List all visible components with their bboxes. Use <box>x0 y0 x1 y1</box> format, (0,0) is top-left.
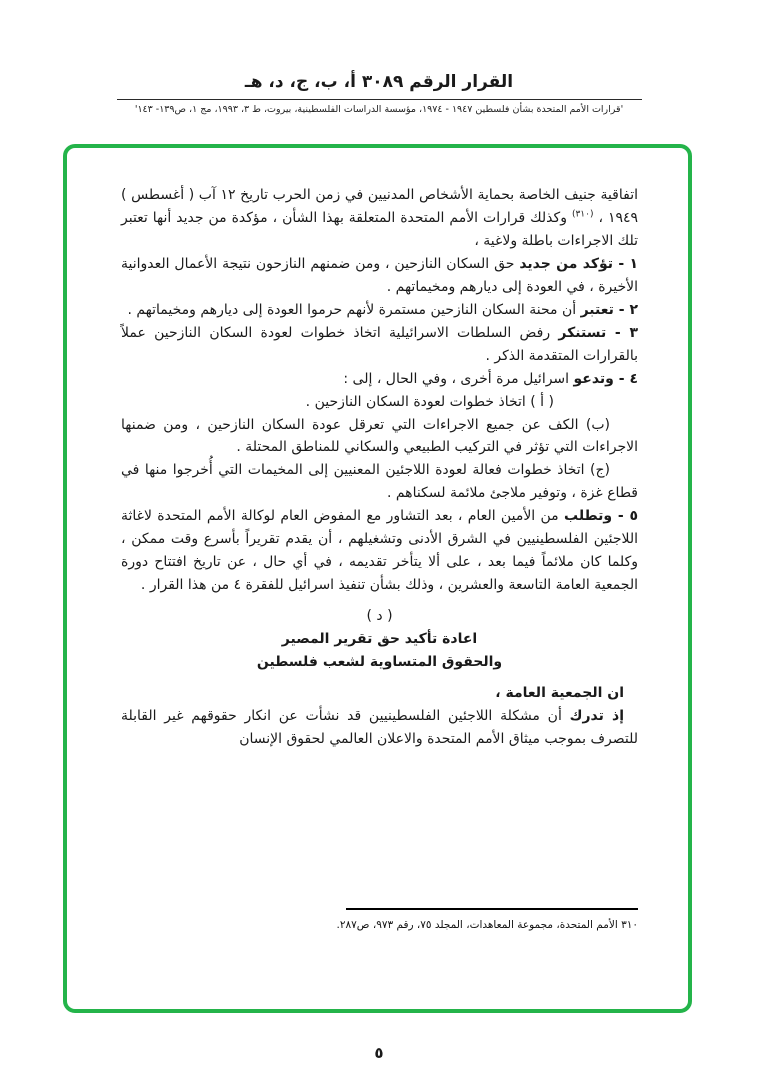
page-header <box>0 72 758 115</box>
section-d-title-line1: اعادة تأكيد حق تقرير المصير <box>281 631 478 648</box>
document-body <box>67 148 688 1009</box>
source-citation: 'قرارات الأمم المتحدة بشأن فلسطين ١٩٤٧ - ١٩٧٤، مؤسسة الدراسات الفلسطينية، بيروت، ط ٣، ١٩٩٣، مج ١، ص١٣٩- ١٤٣' <box>134 104 624 115</box>
footnote-area <box>121 908 638 931</box>
clause-4: ٤ - وتدعو اسرائيل مرة أخرى ، وفي الحال ، إلى : <box>343 370 638 387</box>
document-title: القرار الرقم ٣٠٨٩ أ، ب، ج، د، هـ <box>244 72 514 92</box>
section-d-letter: ( د ) <box>366 608 393 625</box>
clause-4-b: (ب) الكف عن جميع الاجراءات التي تعرقل عودة السكان النازحين ، ومن ضمنها الاجراءات التي تؤثر في التركيب الطبيعي والسكاني للمناطق المحتلة . <box>121 416 638 456</box>
assembly-line: ان الجمعية العامة ، <box>495 685 624 702</box>
intro-paragraph: اتفاقية جنيف الخاصة بحماية الأشخاص المدنيين في زمن الحرب تاريخ ١٢ آب ( أغسطس ) ١٩٤٩ ، $^{(٣١٠)}$ وكذلك قرارات الأمم المتحدة المتعلقة بهذا الشأن ، مؤكدة من جديد أنها تعتبر تلك الاجراءات باطلة ولاغية ، <box>121 187 639 249</box>
document-green-border <box>63 144 692 1013</box>
clause-5: ٥ - وتطلب من الأمين العام ، بعد التشاور مع المفوض العام لوكالة الأمم المتحدة لاغاثة اللاجئين الفلسطينيين في الشرق الأدنى وتشغيلهم ، أن يقدم تقريراً بأسرع وقت ممكن ، وكلما كان ملائماً فيما بعد ، على ألا يتأخر تقديمه ، في أي حال ، عن تاريخ افتتاح دورة الجمعية العامة التاسعة والعشرين ، وذلك بشأن تنفيذ اسرائيل للفقرة ٤ من هذا القرار . <box>121 508 638 594</box>
clause-1: ١ - تؤكد من جديد حق السكان النازحين ، ومن ضمنهم النازحون نتيجة الأعمال العدوانية الأخيرة ، في العودة إلى ديارهم ومخيماتهم . <box>121 255 638 295</box>
clause-2: ٢ - تعتبر أن محنة السكان النازحين مستمرة لأنهم حرموا العودة إلى ديارهم ومخيماتهم . <box>127 301 638 318</box>
clause-4-a: ( أ ) اتخاذ خطوات لعودة السكان النازحين . <box>305 393 554 410</box>
section-d-title-line2: والحقوق المتساوية لشعب فلسطين <box>256 654 503 671</box>
footnote-divider <box>346 908 638 910</box>
page-number: ٥ <box>374 1044 384 1062</box>
clause-3: ٣ - تستنكر رفض السلطات الاسرائيلية اتخاذ خطوات لعودة السكان النازحين عملاً بالقرارات المتقدمة الذكر . <box>121 324 638 364</box>
header-divider <box>117 99 642 100</box>
recognizing-paragraph: إذ تدرك أن مشكلة اللاجئين الفلسطينيين قد نشأت عن انكار حقوقهم غير القابلة للتصرف بموجب ميثاق الأمم المتحدة والاعلان العالمي لحقوق الإنسان <box>121 707 638 747</box>
footnote-text: ٣١٠ الأمم المتحدة، مجموعة المعاهدات، المجلد ٧٥، رقم ٩٧٣، ص٢٨٧. <box>336 919 638 931</box>
body-paragraphs <box>121 184 638 751</box>
clause-4-c: (ج) اتخاذ خطوات فعالة لعودة اللاجئين المعنيين إلى المخيمات التي أُخرجوا منها في قطاع غزة ، وتوفير ملاجئ ملائمة لسكناهم . <box>121 462 638 502</box>
